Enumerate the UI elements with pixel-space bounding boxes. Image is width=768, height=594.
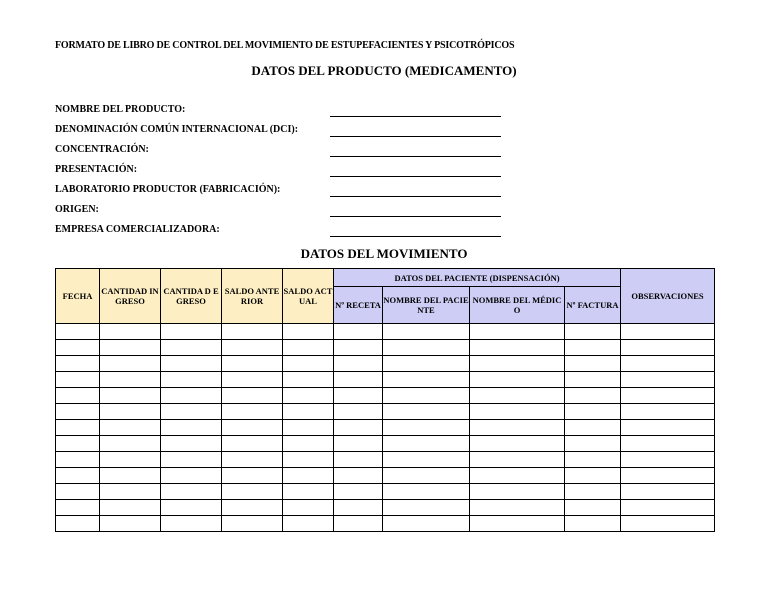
table-cell[interactable]: [283, 372, 334, 388]
table-cell[interactable]: [621, 452, 715, 468]
product-field-row: [55, 204, 515, 220]
table-cell[interactable]: [161, 484, 222, 500]
table-cell[interactable]: [222, 468, 283, 484]
table-cell[interactable]: [161, 420, 222, 436]
table-cell[interactable]: [56, 468, 100, 484]
table-cell[interactable]: [621, 324, 715, 340]
table-row: [56, 436, 715, 452]
table-cell[interactable]: [100, 436, 161, 452]
product-field-blank[interactable]: [330, 216, 501, 217]
table-cell[interactable]: [565, 340, 621, 356]
table-cell[interactable]: [100, 516, 161, 532]
table-cell[interactable]: [565, 420, 621, 436]
table-cell[interactable]: [383, 500, 470, 516]
product-field-row: [55, 144, 515, 160]
table-cell[interactable]: [470, 468, 565, 484]
table-cell[interactable]: [470, 388, 565, 404]
product-field-label: CONCENTRACIÓN:: [55, 144, 149, 155]
table-cell[interactable]: [383, 356, 470, 372]
table-row: [56, 404, 715, 420]
product-field-row: [55, 184, 515, 200]
table-cell[interactable]: [383, 404, 470, 420]
table-cell[interactable]: [222, 452, 283, 468]
table-row: [56, 420, 715, 436]
table-cell[interactable]: [161, 436, 222, 452]
product-field-label: PRESENTACIÓN:: [55, 164, 138, 175]
table-cell[interactable]: [222, 516, 283, 532]
table-cell[interactable]: [283, 356, 334, 372]
table-cell[interactable]: [222, 372, 283, 388]
table-cell[interactable]: [621, 484, 715, 500]
table-cell[interactable]: [383, 436, 470, 452]
movement-table: [55, 268, 715, 532]
table-cell[interactable]: [283, 340, 334, 356]
table-cell[interactable]: [222, 420, 283, 436]
table-cell[interactable]: [100, 372, 161, 388]
table-cell[interactable]: [621, 420, 715, 436]
product-field-label: LABORATORIO PRODUCTOR (FABRICACIÓN):: [55, 184, 281, 195]
table-cell[interactable]: [161, 452, 222, 468]
table-cell[interactable]: [383, 388, 470, 404]
table-cell[interactable]: [222, 436, 283, 452]
table-cell[interactable]: [470, 484, 565, 500]
table-cell[interactable]: [100, 404, 161, 420]
col-header-cantidad-egreso: CANTIDA D EGRESO: [161, 269, 222, 324]
table-cell[interactable]: [56, 420, 100, 436]
table-cell[interactable]: [470, 356, 565, 372]
table-cell[interactable]: [222, 324, 283, 340]
table-cell[interactable]: [283, 484, 334, 500]
product-field-blank[interactable]: [330, 136, 501, 137]
table-cell[interactable]: [565, 500, 621, 516]
table-cell[interactable]: [334, 372, 383, 388]
table-cell[interactable]: [161, 388, 222, 404]
table-cell[interactable]: [334, 356, 383, 372]
movement-section-heading: DATOS DEL MOVIMIENTO: [300, 246, 468, 261]
table-cell[interactable]: [161, 468, 222, 484]
table-cell[interactable]: [334, 484, 383, 500]
table-cell[interactable]: [334, 388, 383, 404]
table-cell[interactable]: [222, 356, 283, 372]
product-field-label: EMPRESA COMERCIALIZADORA:: [55, 224, 220, 235]
table-cell[interactable]: [383, 324, 470, 340]
table-cell[interactable]: [222, 500, 283, 516]
table-cell[interactable]: [283, 388, 334, 404]
table-cell[interactable]: [56, 356, 100, 372]
table-row: [56, 356, 715, 372]
table-cell[interactable]: [100, 468, 161, 484]
table-cell[interactable]: [383, 468, 470, 484]
table-cell[interactable]: [161, 500, 222, 516]
table-cell[interactable]: [283, 452, 334, 468]
table-cell[interactable]: [621, 340, 715, 356]
product-field-blank[interactable]: [330, 236, 501, 237]
table-cell[interactable]: [470, 516, 565, 532]
product-field-blank[interactable]: [330, 116, 501, 117]
table-cell[interactable]: [222, 388, 283, 404]
table-cell[interactable]: [470, 340, 565, 356]
table-cell[interactable]: [470, 324, 565, 340]
table-cell[interactable]: [100, 324, 161, 340]
table-cell[interactable]: [334, 340, 383, 356]
table-cell[interactable]: [161, 404, 222, 420]
table-cell[interactable]: [161, 516, 222, 532]
table-cell[interactable]: [383, 420, 470, 436]
product-field-row: [55, 124, 515, 140]
product-field-row: [55, 104, 515, 120]
table-cell[interactable]: [470, 436, 565, 452]
table-cell[interactable]: [565, 452, 621, 468]
table-cell[interactable]: [470, 420, 565, 436]
table-cell[interactable]: [56, 484, 100, 500]
table-cell[interactable]: [565, 404, 621, 420]
table-cell[interactable]: [565, 484, 621, 500]
product-field-blank[interactable]: [330, 196, 501, 197]
product-field-label: NOMBRE DEL PRODUCTO:: [55, 104, 186, 115]
table-cell[interactable]: [334, 420, 383, 436]
col-header-saldo-anterior: SALDO ANTERIOR: [222, 269, 283, 324]
table-row: [56, 324, 715, 340]
movement-table-body: [56, 324, 715, 532]
table-cell[interactable]: [100, 500, 161, 516]
col-header-observaciones: OBSERVACIONES: [621, 269, 715, 324]
table-row: [56, 500, 715, 516]
table-cell[interactable]: [334, 404, 383, 420]
table-row: [56, 340, 715, 356]
table-cell[interactable]: [621, 468, 715, 484]
table-cell[interactable]: [470, 404, 565, 420]
table-cell[interactable]: [56, 452, 100, 468]
table-cell[interactable]: [100, 356, 161, 372]
table-cell[interactable]: [56, 340, 100, 356]
table-cell[interactable]: [470, 500, 565, 516]
table-cell[interactable]: [56, 500, 100, 516]
col-header-nombre-paciente: NOMBRE DEL PACIENTE: [383, 287, 470, 324]
document-title: FORMATO DE LIBRO DE CONTROL DEL MOVIMIENTO DE ESTUPEFACIENTES Y PSICOTRÓPICOS: [55, 40, 515, 51]
table-cell[interactable]: [565, 468, 621, 484]
table-cell[interactable]: [283, 420, 334, 436]
product-field-label: DENOMINACIÓN COMÚN INTERNACIONAL (DCI):: [55, 124, 299, 135]
table-cell[interactable]: [621, 372, 715, 388]
table-cell[interactable]: [283, 516, 334, 532]
table-cell[interactable]: [283, 324, 334, 340]
col-header-cantidad-ingreso: CANTIDAD INGRESO: [100, 269, 161, 324]
table-cell[interactable]: [283, 500, 334, 516]
table-cell[interactable]: [383, 484, 470, 500]
col-header-no-factura: Nº FACTURA: [565, 287, 621, 324]
table-cell[interactable]: [334, 468, 383, 484]
col-header-saldo-actual: SALDO ACTUAL: [283, 269, 334, 324]
table-cell[interactable]: [100, 388, 161, 404]
table-cell[interactable]: [470, 372, 565, 388]
table-cell[interactable]: [283, 436, 334, 452]
product-field-row: [55, 164, 515, 180]
col-header-no-receta: Nº RECETA: [334, 287, 383, 324]
table-cell[interactable]: [383, 452, 470, 468]
table-cell[interactable]: [222, 484, 283, 500]
table-cell[interactable]: [565, 516, 621, 532]
table-cell[interactable]: [161, 340, 222, 356]
table-cell[interactable]: [222, 404, 283, 420]
table-cell[interactable]: [56, 324, 100, 340]
table-cell[interactable]: [56, 404, 100, 420]
table-cell[interactable]: [56, 516, 100, 532]
table-cell[interactable]: [565, 324, 621, 340]
table-cell[interactable]: [565, 372, 621, 388]
table-cell[interactable]: [621, 500, 715, 516]
col-header-nombre-medico: NOMBRE DEL MÉDICO: [470, 287, 565, 324]
table-row: [56, 468, 715, 484]
table-cell[interactable]: [621, 388, 715, 404]
table-row: [56, 452, 715, 468]
table-cell[interactable]: [56, 436, 100, 452]
product-field-blank[interactable]: [330, 156, 501, 157]
product-field-label: ORIGEN:: [55, 204, 99, 215]
table-cell[interactable]: [283, 468, 334, 484]
table-row: [56, 388, 715, 404]
table-cell[interactable]: [565, 356, 621, 372]
table-cell[interactable]: [334, 436, 383, 452]
table-row: [56, 516, 715, 532]
product-section-heading: DATOS DEL PRODUCTO (MEDICAMENTO): [251, 63, 517, 78]
table-cell[interactable]: [621, 404, 715, 420]
product-field-blank[interactable]: [330, 176, 501, 177]
table-cell[interactable]: [100, 452, 161, 468]
table-cell[interactable]: [161, 372, 222, 388]
table-cell[interactable]: [161, 324, 222, 340]
table-cell[interactable]: [383, 516, 470, 532]
table-cell[interactable]: [161, 356, 222, 372]
table-cell[interactable]: [56, 388, 100, 404]
table-cell[interactable]: [100, 340, 161, 356]
table-cell[interactable]: [470, 452, 565, 468]
table-cell[interactable]: [565, 436, 621, 452]
table-row: [56, 372, 715, 388]
table-cell[interactable]: [100, 420, 161, 436]
table-cell[interactable]: [283, 404, 334, 420]
table-row: [56, 484, 715, 500]
table-cell[interactable]: [334, 500, 383, 516]
col-group-patient-data: DATOS DEL PACIENTE (DISPENSACIÓN): [334, 269, 621, 287]
col-header-fecha: FECHA: [56, 269, 100, 324]
table-cell[interactable]: [621, 356, 715, 372]
product-field-row: [55, 224, 515, 240]
table-cell[interactable]: [565, 388, 621, 404]
table-cell[interactable]: [222, 340, 283, 356]
table-cell[interactable]: [334, 452, 383, 468]
table-cell[interactable]: [334, 516, 383, 532]
table-cell[interactable]: [621, 516, 715, 532]
table-cell[interactable]: [56, 372, 100, 388]
table-cell[interactable]: [383, 372, 470, 388]
table-cell[interactable]: [383, 340, 470, 356]
table-cell[interactable]: [621, 436, 715, 452]
table-cell[interactable]: [100, 484, 161, 500]
table-cell[interactable]: [334, 324, 383, 340]
